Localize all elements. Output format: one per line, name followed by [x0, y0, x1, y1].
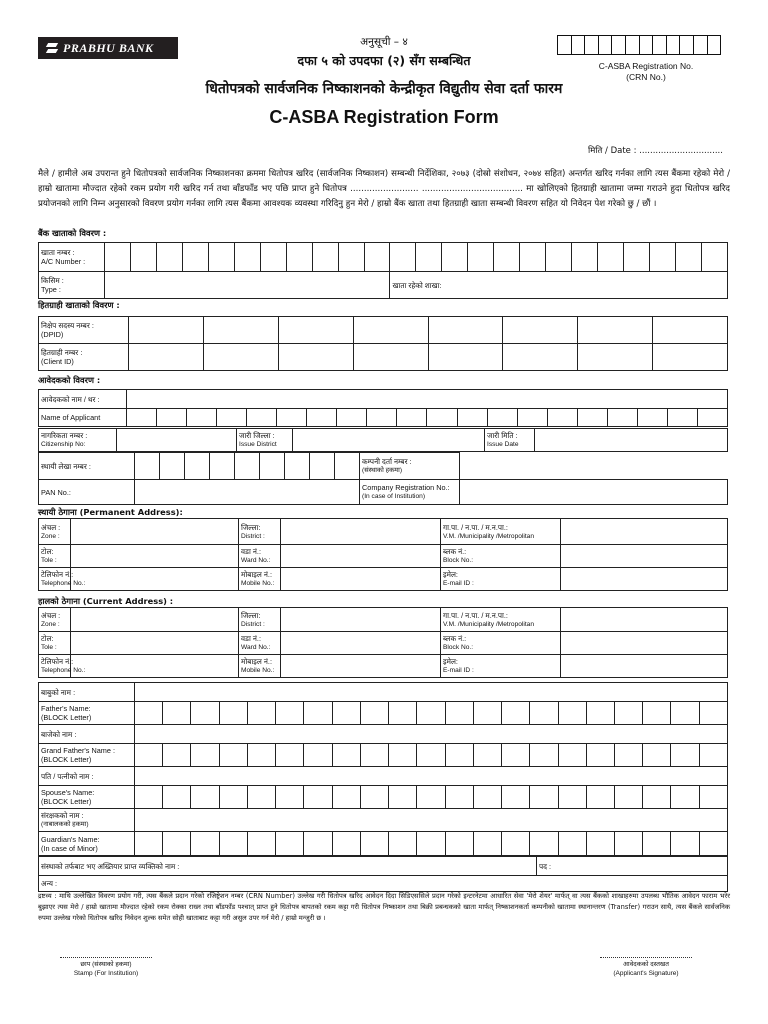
curr-ward-field[interactable] [281, 632, 441, 655]
perm-tel-field[interactable] [71, 568, 239, 591]
perm-mobile-label: मोबाइल नं.: Mobile No.: [239, 568, 281, 591]
spouse-np-field[interactable] [135, 767, 728, 786]
applicant-name-en-label: Name of Applicant [39, 409, 127, 427]
father-np-label: बाबुको नाम : [39, 683, 135, 702]
perm-mobile-field[interactable] [281, 568, 441, 591]
father-en-label: Father's Name: (BLOCK Letter) [39, 702, 135, 725]
perm-district-label: जिल्ला: District : [239, 519, 281, 545]
acno-label: खाता नम्बर : A/C Number : [39, 243, 105, 272]
type-label: किसिम : Type : [39, 272, 105, 299]
permanent-address-table [38, 518, 728, 591]
family-table [38, 682, 728, 856]
branch-field[interactable]: खाता रहेको शाखा: [390, 272, 728, 299]
curr-district-label: जिल्ला: District : [239, 608, 281, 632]
perm-vm-field[interactable] [561, 519, 728, 545]
bank-logo-text: PRABHU BANK [63, 40, 154, 55]
applicant-name-np-label: आवेदकको नाम / थर : [39, 390, 127, 409]
curr-tel-field[interactable] [71, 655, 239, 678]
crn-label: C-ASBA Registration No. (CRN No.) [598, 61, 694, 82]
annex-label: अनुसूची – ४ [360, 36, 408, 48]
perm-vm-label: गा.पा. / न.पा. / म.न.पा.: V.M. /Municipality /Metropolitan [441, 519, 561, 545]
crn-boxes[interactable] [558, 35, 721, 55]
post-field[interactable]: पद : [537, 857, 728, 876]
section-current-address: हालको ठेगाना (Current Address) : [38, 596, 174, 606]
bank-account-table [38, 242, 728, 299]
pan-field[interactable] [135, 480, 360, 505]
authorized-person-field[interactable]: संस्थाको तर्फबाट भए अख्तियार प्राप्त व्यक्तिको नाम : [39, 857, 537, 876]
perm-tole-field[interactable] [71, 545, 239, 568]
company-reg-field[interactable] [460, 480, 728, 505]
curr-district-field[interactable] [281, 608, 441, 632]
curr-email-label: इमेल: E-mail ID : [441, 655, 561, 678]
pan-table [38, 452, 728, 505]
curr-zone-field[interactable] [71, 608, 239, 632]
beneficiary-table [38, 316, 728, 371]
grandfather-np-label: बाजेको नाम : [39, 725, 135, 744]
curr-mobile-label: मोबाइल नं.: Mobile No.: [239, 655, 281, 678]
citizenship-label: नागरिकता नम्बर : Citizenship No: [39, 429, 117, 452]
page-title: C-ASBA Registration Form [269, 107, 499, 127]
perm-email-field[interactable] [561, 568, 728, 591]
client-id-label: हितग्राही नम्बर : (Client ID) [39, 344, 129, 371]
type-field[interactable] [105, 272, 390, 299]
applicant-name-table [38, 389, 728, 427]
father-np-field[interactable] [135, 683, 728, 702]
applicant-name-np-field[interactable] [127, 390, 728, 409]
section-applicant: आवेदकको विवरण : [38, 375, 101, 385]
perm-zone-label: अंचल : Zone : [39, 519, 71, 545]
curr-tel-label: टेलिफोन नं.: Telephone No.: [39, 655, 71, 678]
curr-tole-field[interactable] [71, 632, 239, 655]
issue-district-field[interactable] [293, 429, 485, 452]
company-reg-en-label: Company Registration No.: (In case of Institution) [360, 480, 460, 505]
issue-date-label: जारी मिति : Issue Date [485, 429, 535, 452]
perm-ward-field[interactable] [281, 545, 441, 568]
rule-reference: दफा ५ को उपदफा (२) सँग सम्बन्धित [297, 53, 471, 68]
perm-email-label: इमेल: E-mail ID : [441, 568, 561, 591]
curr-vm-field[interactable] [561, 608, 728, 632]
curr-vm-label: गा.पा. / न.पा. / म.न.पा.: V.M. /Municipality /Metropolitan [441, 608, 561, 632]
guardian-en-label: Guardian's Name: (In case of Minor) [39, 832, 135, 856]
section-beneficiary: हितग्राही खाताको विवरण : [38, 300, 120, 310]
curr-zone-label: अंचल : Zone : [39, 608, 71, 632]
stamp-block: छाप (संस्थाको हकमा) Stamp (For Institution) [60, 957, 152, 978]
footnote: द्रष्टव्य : माथि उल्लेखित विवरण प्रयोग गरी, त्यस बैंकले प्रदान गरेको रजिष्ट्रेशन नम्बर (CRN Number) उल्लेख गरी धितोपत्र खरिद आवेदन दिदा सिडिएससिले प्रदान गरेको इन्टरनेटमा आधारित सेवा 'मेरो शेयर' मार्फत् वा त्यस बैंकको शाखाहरुमा उपलब्ध भौतिक आवेदन फाराम भरेर बुझाएर त्यस मेरो / हाम्रो खातामा मौज्दात रहेको रकम रोक्का राख्न तथा बाँडफाँड पश्चात् प्राप्त हुने धितोपत्र बापतको रकम कट्टा गरी धितोपत्र निष्काशन तथा बिक्री प्रबन्धकको खाता मार्फत् निष्काशनकर्ता कम्पनीको खातामा स्थानान्तरण (Transfer) गराउन साथै, त्यस बैंकले सार्वजनिक रुपमा उल्लेख गरेको धितोपत्र खरिद निवेदन शुल्क समेत सोही खाताबाट कट्टा गरी असुल उपर गर्न मेरो / हाम्रो मन्जुरी छ । [38, 892, 730, 922]
perm-district-field[interactable] [281, 519, 441, 545]
guardian-np-field[interactable] [135, 809, 728, 832]
grandfather-np-field[interactable] [135, 725, 728, 744]
spouse-np-label: पति / पत्नीको नाम : [39, 767, 135, 786]
pan-en-label: PAN No.: [39, 480, 135, 505]
perm-zone-field[interactable] [71, 519, 239, 545]
citizenship-table [38, 428, 728, 452]
citizenship-field[interactable] [117, 429, 237, 452]
curr-ward-label: वडा नं.: Ward No.: [239, 632, 281, 655]
curr-mobile-field[interactable] [281, 655, 441, 678]
signature-block: आवेदकको दस्तखत (Applicant's Signature) [600, 957, 692, 978]
current-address-table [38, 607, 728, 678]
company-reg-np-label: कम्पनी दर्ता नम्बर : (संस्थाको हकमा) [360, 453, 460, 480]
nepali-title: धितोपत्रको सार्वजनिक निष्काशनको केन्द्रीकृत विद्युतीय सेवा दर्ता फारम [205, 81, 563, 97]
other-field[interactable]: अन्य : [39, 876, 728, 892]
dpid-label: निक्षेप सदस्य नम्बर : (DPID) [39, 317, 129, 344]
section-permanent-address: स्थायी ठेगाना (Permanent Address): [38, 507, 183, 517]
intro-paragraph: मैले / हामीले अब उपरान्त हुने धितोपत्रको सार्वजनिक निष्काशनका क्रममा धितोपत्र खरिद (सार्वजनिक निष्काशन) सम्बन्धी निर्देशिका, २०७३ (दोस्रो संशोधन, २०७४ सहित) अन्तर्गत खरिद गर्नका लागि त्यस बैंकमा रहेको मेरो / हाम्रो खातामा मौज्दात रहेको रकम प्रयोग गरी खरिद गर्न तथा बाँडफाँड भए पछि प्राप्त हुने धितोपत्र ......................... ..................................... मा खोलिएको हितग्राही खातामा जम्मा गराउने हुदा धितोपत्र खरिद प्रयोजनको लागि निम्न अनुसारको विवरण प्रयोग गर्नका लागि त्यस बैंकमा आवश्यक व्यवस्था गरिदिनु हुन मेरो / हाम्रो बैंक खाता तथा हितग्राही खाता सम्बन्धी विवरण सहित यो निवेदन पेश गरेको छु / छौं । [38, 169, 730, 209]
authorized-table [38, 856, 728, 892]
perm-block-label: ब्लक नं.: Block No.: [441, 545, 561, 568]
curr-block-field[interactable] [561, 632, 728, 655]
issue-district-label: जारी जिल्ला : Issue District [237, 429, 293, 452]
perm-block-field[interactable] [561, 545, 728, 568]
curr-email-field[interactable] [561, 655, 728, 678]
perm-ward-label: वडा नं.: Ward No.: [239, 545, 281, 568]
issue-date-field[interactable] [535, 429, 728, 452]
guardian-np-label: संरक्षकको नाम : (नाबालकको हकमा) [39, 809, 135, 832]
pan-np-label: स्थायी लेखा नम्बर : [39, 453, 135, 480]
curr-tole-label: टोल: Tole : [39, 632, 71, 655]
perm-tel-label: टेलिफोन नं.: Telephone No.: [39, 568, 71, 591]
perm-tole-label: टोल: Tole : [39, 545, 71, 568]
spouse-en-label: Spouse's Name: (BLOCK Letter) [39, 786, 135, 809]
date-field[interactable]: मिति / Date : ............................... [588, 146, 723, 156]
section-bank-account: बैंक खाताको विवरण : [38, 228, 107, 238]
grandfather-en-label: Grand Father's Name : (BLOCK Letter) [39, 744, 135, 767]
curr-block-label: ब्लक नं.: Block No.: [441, 632, 561, 655]
